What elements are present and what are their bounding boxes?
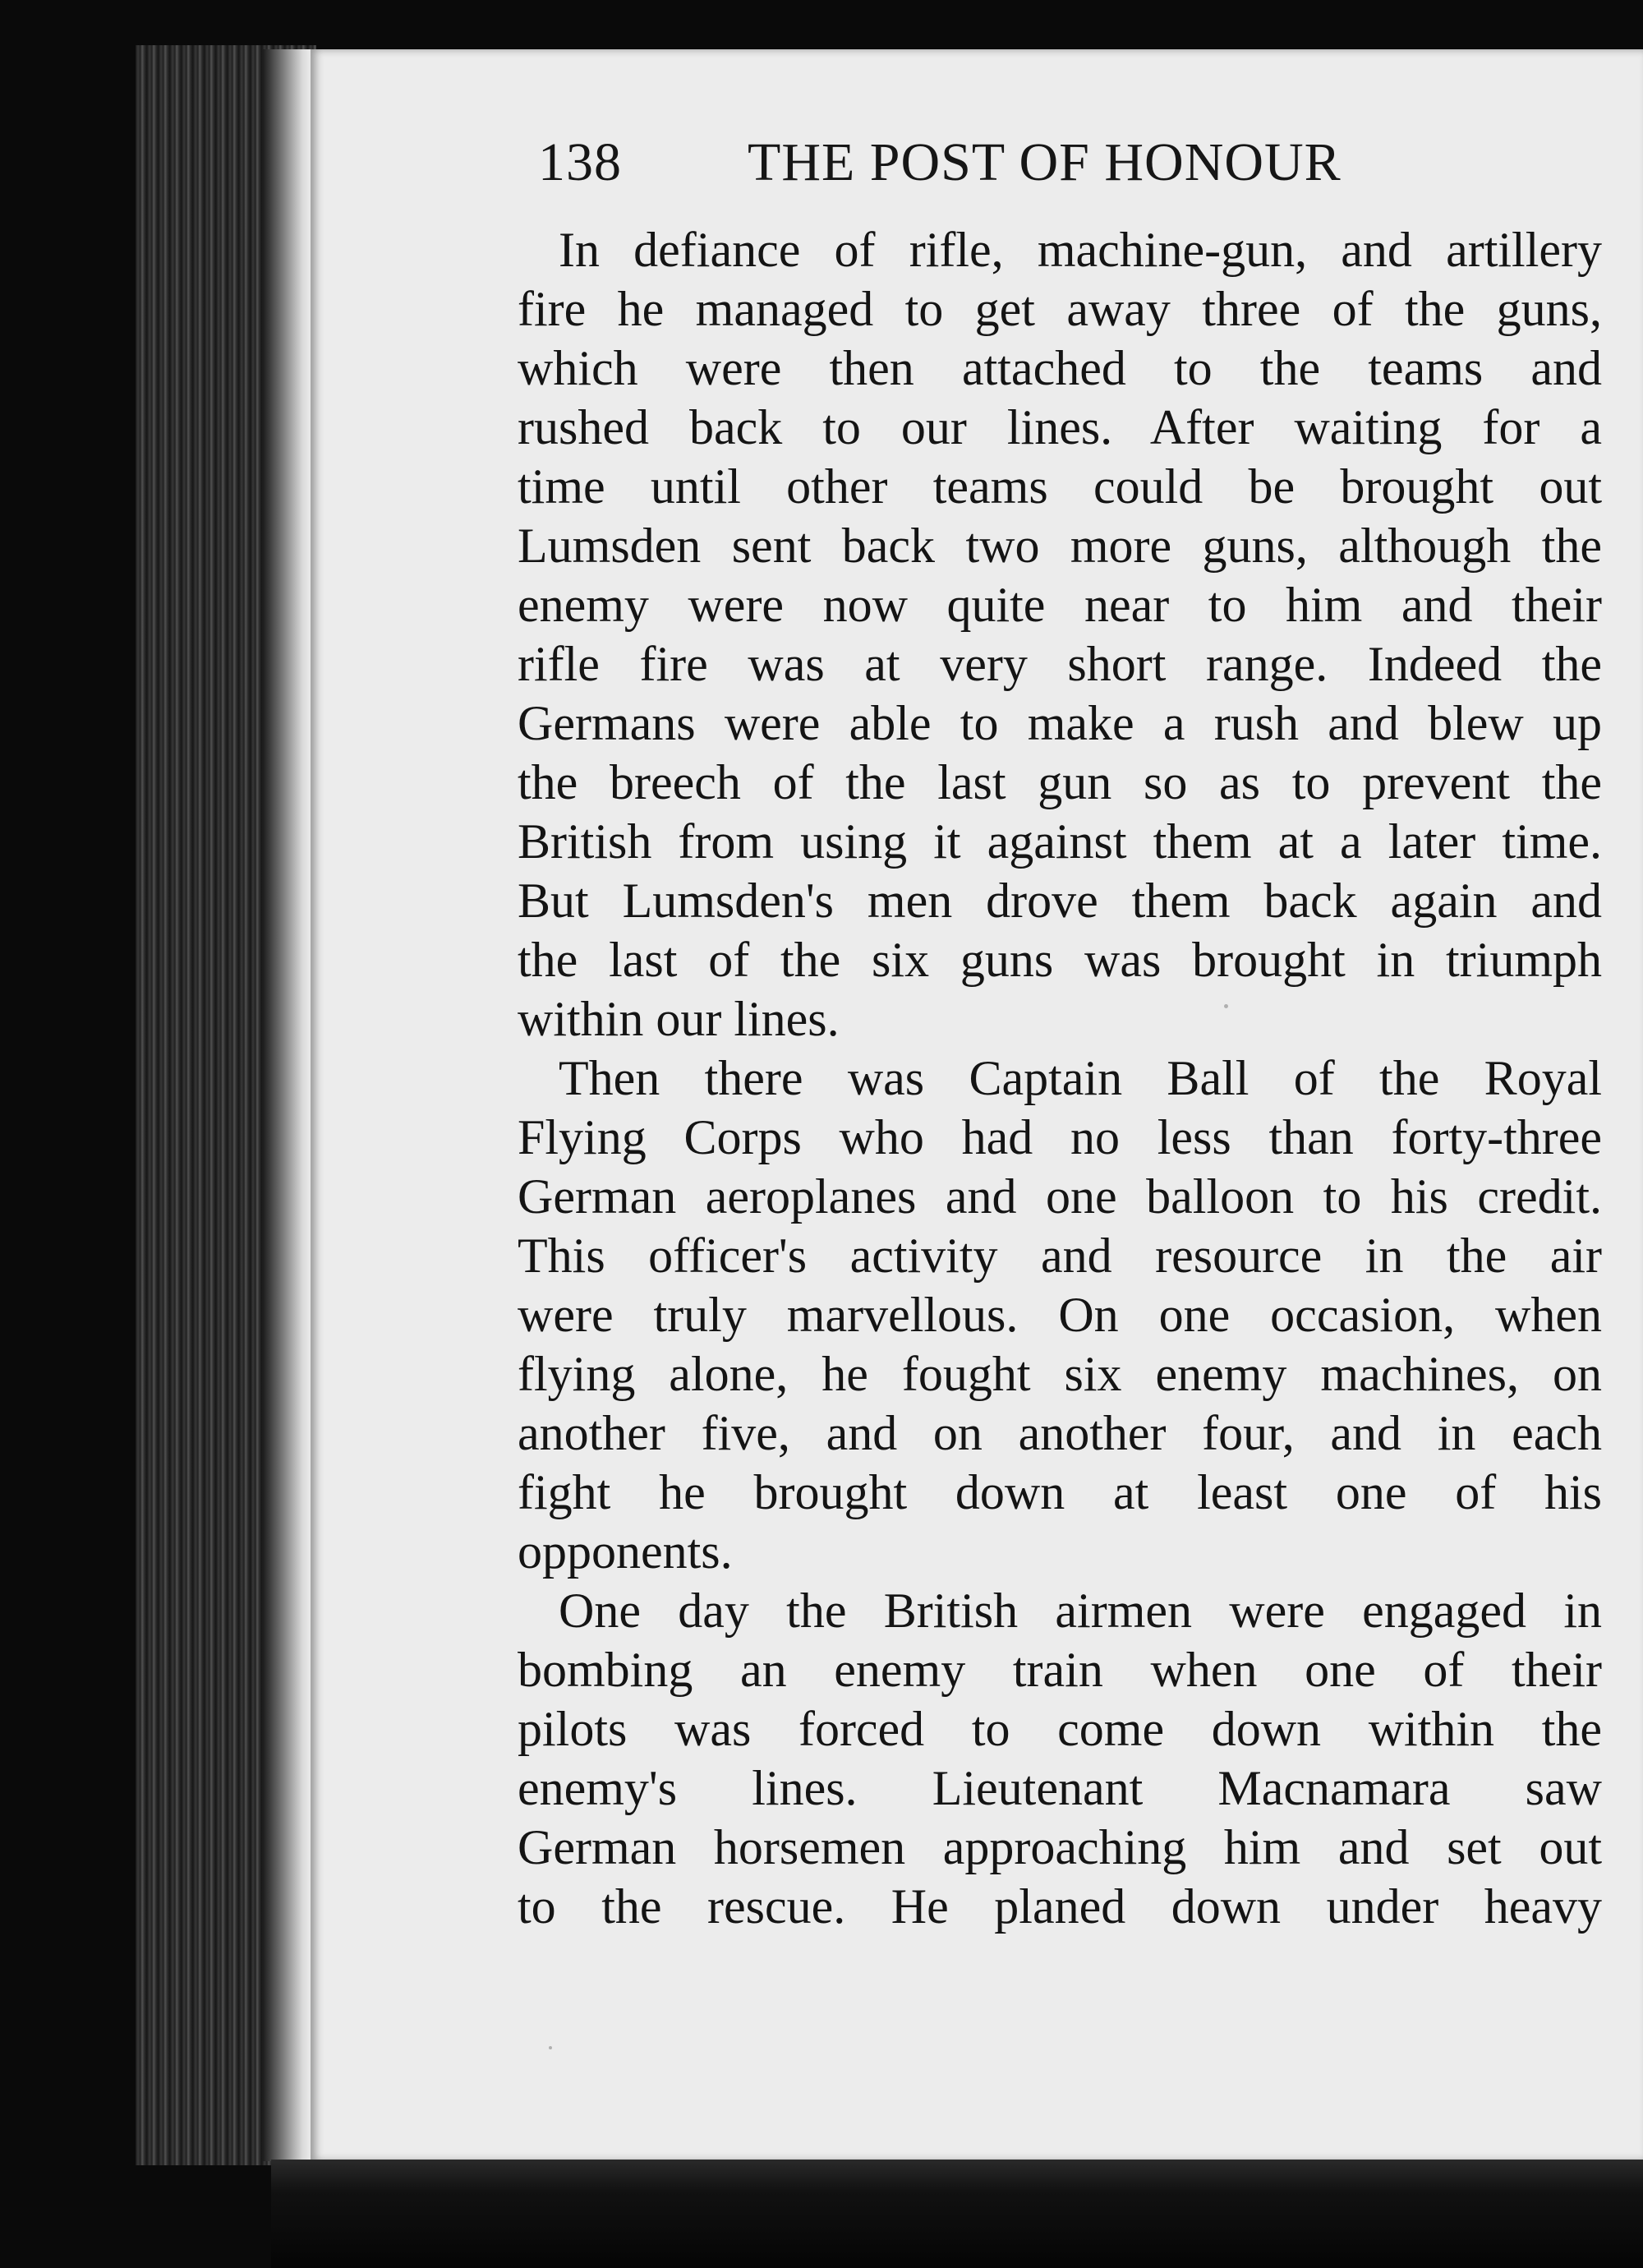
text-line: pilots was forced to come down within the <box>518 1702 1602 1756</box>
text-line: opponents. <box>518 1524 733 1579</box>
page-bottom-edge <box>271 2160 1643 2268</box>
text-line: This officer's activity and resource in the air <box>518 1228 1602 1283</box>
text-line: within our lines. <box>518 992 840 1046</box>
text-line: German aeroplanes and one balloon to his credit. <box>518 1169 1602 1224</box>
text-line: Germans were able to make a rush and blew up <box>518 696 1602 750</box>
text-line: the breech of the last gun so as to prevent the <box>518 755 1602 809</box>
text-line: the last of the six guns was brought in triumph <box>518 933 1602 987</box>
text-line: were truly marvellous. On one occasion, when <box>518 1288 1602 1342</box>
page-number: 138 <box>538 132 622 192</box>
text-line: another five, and on another four, and in each <box>518 1406 1602 1460</box>
paragraph <box>518 1049 1602 1581</box>
text-line: In defiance of rifle, machine-gun, and artillery <box>559 223 1602 277</box>
text-line: flying alone, he fought six enemy machines, on <box>518 1347 1602 1401</box>
paper-speck <box>549 2046 552 2049</box>
text-line: One day the British airmen were engaged in <box>559 1583 1602 1638</box>
paragraph <box>518 1581 1602 1936</box>
text-line: which were then attached to the teams and <box>518 341 1602 395</box>
text-line: time until other teams could be brought out <box>518 459 1602 514</box>
text-line: rifle fire was at very short range. Indeed the <box>518 637 1602 691</box>
running-head: THE POST OF HONOUR <box>748 132 1342 192</box>
text-line: enemy's lines. Lieutenant Macnamara saw <box>518 1761 1602 1815</box>
text-line: British from using it against them at a later time. <box>518 814 1602 869</box>
text-line: Then there was Captain Ball of the Royal <box>559 1051 1602 1105</box>
text-line: rushed back to our lines. After waiting for a <box>518 400 1602 454</box>
text-line: enemy were now quite near to him and their <box>518 578 1602 632</box>
page-gutter-shadow <box>263 49 312 2161</box>
text-line: Flying Corps who had no less than forty-three <box>518 1110 1602 1164</box>
text-line: to the rescue. He planed down under heavy <box>518 1879 1602 1934</box>
text-line: But Lumsden's men drove them back again and <box>518 874 1602 928</box>
text-line: bombing an enemy train when one of their <box>518 1643 1602 1697</box>
text-line: fire he managed to get away three of the guns, <box>518 282 1602 336</box>
text-line: fight he brought down at least one of his <box>518 1465 1602 1519</box>
text-line: German horsemen approaching him and set out <box>518 1820 1602 1874</box>
text-line: Lumsden sent back two more guns, although the <box>518 519 1602 573</box>
page-header <box>538 131 1401 197</box>
body-text <box>518 220 1602 1936</box>
paragraph <box>518 220 1602 1049</box>
